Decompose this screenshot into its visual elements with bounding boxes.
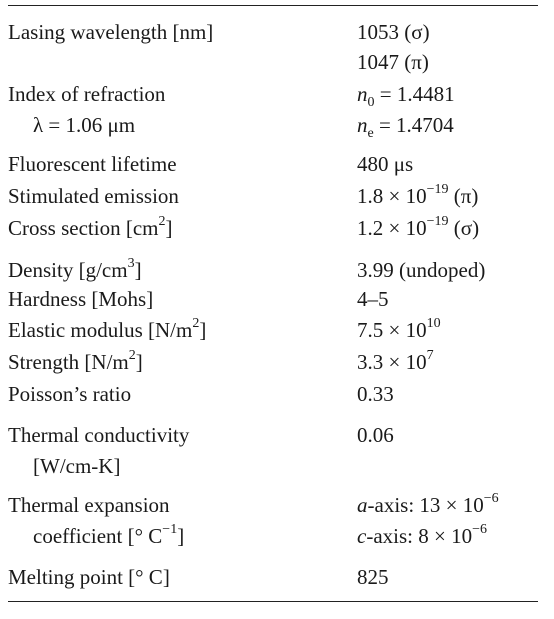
value-refraction-ordinary: $n_0 = 1.4481$: [357, 82, 455, 111]
value-lasing-sigma: 1053 (σ): [357, 20, 430, 44]
value-elastic-modulus: $7.5 \times 10^{10}$: [357, 316, 441, 342]
label-index-of-refraction: Index of refraction: [8, 82, 166, 106]
value-refraction-extraordinary: $n_e = 1.4704$: [357, 113, 454, 142]
value-thermal-expansion-a-axis: a-axis: $13 \times 10^{-6}$: [357, 491, 499, 517]
value-hardness: 4–5: [357, 287, 389, 311]
value-thermal-conductivity: 0.06: [357, 423, 394, 447]
label-elastic-modulus: Elastic modulus $[N/m^2]$: [8, 316, 207, 342]
label-thermal-expansion-unit: coefficient [° $C^{-1}$]: [33, 522, 185, 548]
value-strength: $3.3 \times 10^7$: [357, 348, 434, 374]
value-melting-point: 825: [357, 565, 389, 589]
label-poissons-ratio: Poisson’s ratio: [8, 382, 132, 406]
bottom-rule: [8, 601, 538, 602]
label-cross-section: Cross section $[cm^2]$: [8, 214, 173, 240]
label-melting-point: Melting point [° C]: [8, 565, 170, 589]
label-fluorescent-lifetime: Fluorescent lifetime: [8, 152, 177, 176]
value-thermal-expansion-c-axis: c-axis: $8 \times 10^{-6}$: [357, 522, 487, 548]
value-fluorescent-lifetime: 480 μs: [357, 152, 414, 176]
label-hardness: Hardness [Mohs]: [8, 287, 154, 311]
label-refraction-wavelength: λ = 1.06 μm: [33, 113, 136, 137]
label-thermal-expansion: Thermal expansion: [8, 493, 170, 517]
value-stimulated-emission-pi: $1.8 \times 10^{-19}$ (π): [357, 182, 479, 208]
label-thermal-conductivity-unit: [W/cm-K]: [33, 454, 121, 478]
label-density: Density $[g/cm^3]$: [8, 256, 142, 282]
value-lasing-pi: 1047 (π): [357, 50, 429, 74]
label-strength: Strength $[N/m^2]$: [8, 348, 143, 374]
value-poissons-ratio: 0.33: [357, 382, 394, 406]
label-stimulated-emission: Stimulated emission: [8, 184, 179, 208]
label-thermal-conductivity: Thermal conductivity: [8, 423, 190, 447]
top-rule: [8, 5, 538, 6]
label-lasing-wavelength: Lasing wavelength [nm]: [8, 20, 214, 44]
value-cross-section-sigma: $1.2 \times 10^{-19}$ (σ): [357, 214, 480, 240]
value-density: 3.99 (undoped): [357, 258, 486, 282]
